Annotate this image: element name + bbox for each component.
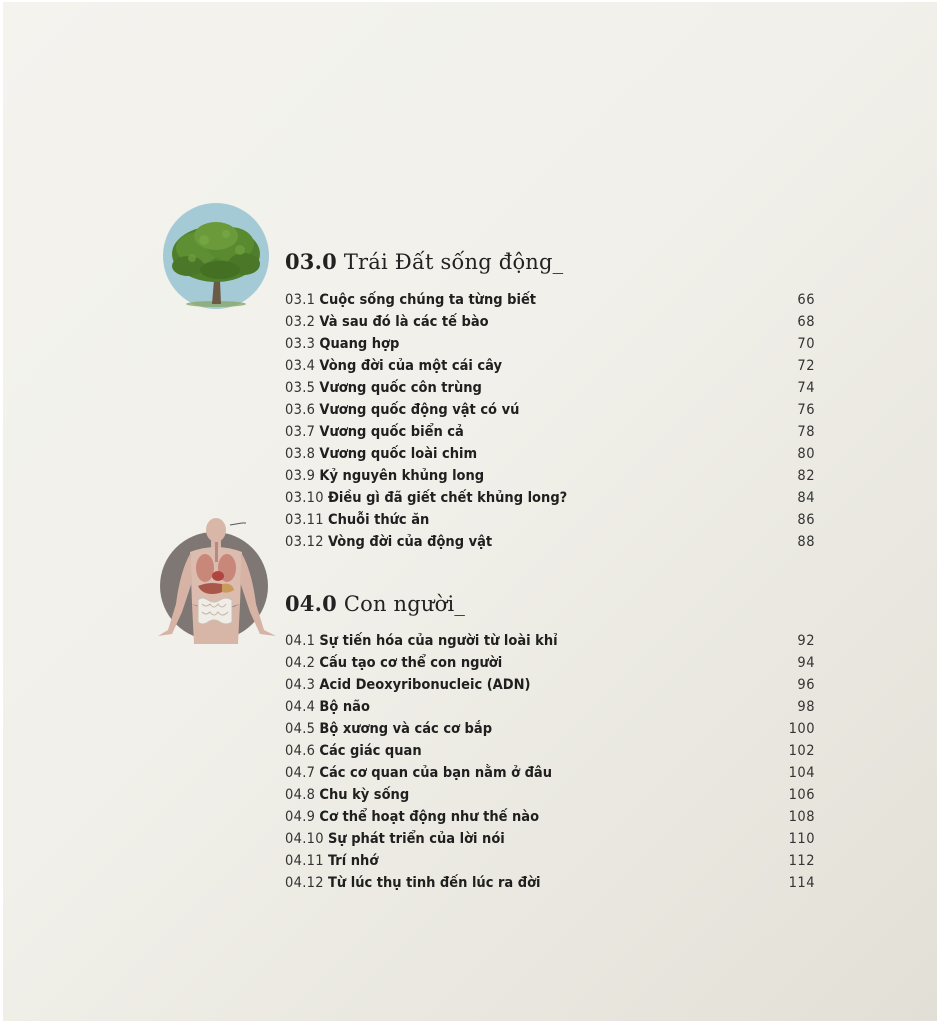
toc-entry-label: Acid Deoxyribonucleic (ADN)	[319, 677, 531, 693]
section-title-text: Con người_	[343, 592, 466, 616]
toc-entry-page: 70	[797, 336, 815, 352]
toc-row[interactable]	[285, 784, 815, 806]
toc-row[interactable]	[285, 762, 815, 784]
toc-entry-page: 84	[797, 490, 815, 506]
toc-entry-page: 86	[797, 512, 815, 528]
toc-entry-label: Cấu tạo cơ thể con người	[319, 655, 503, 671]
toc-entry-number: 04.5	[285, 721, 316, 737]
toc-entry-label: Các giác quan	[319, 743, 422, 759]
toc-entry-label: Bộ xương và các cơ bắp	[319, 721, 493, 737]
toc-row[interactable]	[285, 531, 815, 553]
toc-entry-page: 108	[788, 809, 815, 825]
toc-entry-label: Vương quốc biển cả	[319, 424, 464, 440]
toc-row[interactable]	[285, 828, 815, 850]
toc-row[interactable]	[285, 399, 815, 421]
toc-entry-page: 80	[797, 446, 815, 462]
tree-icon	[160, 200, 272, 316]
toc-entry-page: 96	[797, 677, 815, 693]
toc-row[interactable]	[285, 674, 815, 696]
toc-entry-number: 04.3	[285, 677, 316, 693]
toc-entry-label: Kỷ nguyên khủng long	[319, 468, 485, 484]
toc-entry-page: 88	[797, 534, 815, 550]
toc-list-04	[285, 630, 815, 894]
toc-row[interactable]	[285, 806, 815, 828]
toc-row[interactable]	[285, 696, 815, 718]
toc-entry-number: 04.6	[285, 743, 316, 759]
toc-entry-page: 104	[788, 765, 815, 781]
toc-entry-label: Và sau đó là các tế bào	[319, 314, 489, 330]
toc-row[interactable]	[285, 377, 815, 399]
toc-entry-label: Vương quốc động vật có vú	[319, 402, 520, 418]
toc-entry-label: Vương quốc loài chim	[319, 446, 478, 462]
toc-entry-number: 04.4	[285, 699, 316, 715]
toc-entry-label: Chuỗi thức ăn	[328, 512, 430, 528]
toc-row[interactable]	[285, 289, 815, 311]
toc-entry-number: 04.11	[285, 853, 324, 869]
toc-row[interactable]	[285, 421, 815, 443]
toc-entry-label: Chu kỳ sống	[319, 787, 410, 803]
toc-entry-page: 102	[788, 743, 815, 759]
toc-entry-page: 76	[797, 402, 815, 418]
toc-entry-page: 74	[797, 380, 815, 396]
toc-entry-number: 03.6	[285, 402, 316, 418]
toc-entry-number: 04.8	[285, 787, 316, 803]
toc-entry-number: 04.7	[285, 765, 316, 781]
toc-row[interactable]	[285, 740, 815, 762]
toc-entry-number: 03.12	[285, 534, 324, 550]
toc-entry-number: 03.8	[285, 446, 316, 462]
page-top-edge	[0, 0, 937, 2]
toc-entry-number: 03.9	[285, 468, 316, 484]
toc-entry-label: Vòng đời của một cái cây	[319, 358, 502, 374]
toc-entry-page: 94	[797, 655, 815, 671]
human-anatomy-icon	[152, 512, 280, 650]
toc-entry-page: 78	[797, 424, 815, 440]
toc-entry-number: 03.7	[285, 424, 316, 440]
section-title-text: Trái Đất sống động_	[343, 250, 564, 274]
toc-row[interactable]	[285, 872, 815, 894]
section-title-04	[285, 591, 465, 616]
toc-list-03	[285, 289, 815, 553]
toc-entry-label: Cuộc sống chúng ta từng biết	[319, 292, 537, 308]
toc-row[interactable]	[285, 487, 815, 509]
toc-row[interactable]	[285, 333, 815, 355]
toc-entry-number: 04.10	[285, 831, 324, 847]
toc-entry-number: 03.1	[285, 292, 316, 308]
toc-row[interactable]	[285, 630, 815, 652]
toc-entry-page: 72	[797, 358, 815, 374]
toc-entry-label: Sự tiến hóa của người từ loài khỉ	[319, 633, 558, 649]
toc-row[interactable]	[285, 850, 815, 872]
toc-entry-page: 100	[788, 721, 815, 737]
toc-entry-page: 114	[788, 875, 815, 891]
toc-entry-number: 03.3	[285, 336, 316, 352]
toc-entry-number: 04.1	[285, 633, 316, 649]
toc-row[interactable]	[285, 509, 815, 531]
toc-entry-page: 112	[788, 853, 815, 869]
toc-entry-label: Cơ thể hoạt động như thế nào	[319, 809, 540, 825]
toc-entry-page: 98	[797, 699, 815, 715]
toc-entry-label: Vòng đời của động vật	[328, 534, 493, 550]
toc-row[interactable]	[285, 465, 815, 487]
toc-entry-number: 03.5	[285, 380, 316, 396]
toc-entry-page: 66	[797, 292, 815, 308]
toc-entry-label: Sự phát triển của lời nói	[328, 831, 505, 847]
toc-entry-label: Quang hợp	[319, 336, 400, 352]
toc-row[interactable]	[285, 355, 815, 377]
toc-entry-page: 82	[797, 468, 815, 484]
toc-row[interactable]	[285, 652, 815, 674]
toc-entry-number: 04.2	[285, 655, 316, 671]
toc-entry-number: 03.11	[285, 512, 324, 528]
toc-row[interactable]	[285, 311, 815, 333]
toc-entry-number: 03.2	[285, 314, 316, 330]
toc-entry-label: Trí nhớ	[328, 853, 379, 869]
page-left-edge	[0, 0, 3, 1021]
section-title-03	[285, 249, 563, 274]
toc-entry-label: Các cơ quan của bạn nằm ở đâu	[319, 765, 553, 781]
toc-entry-page: 92	[797, 633, 815, 649]
toc-entry-page: 68	[797, 314, 815, 330]
toc-entry-label: Điều gì đã giết chết khủng long?	[328, 490, 568, 506]
toc-entry-number: 04.12	[285, 875, 324, 891]
toc-entry-number: 03.4	[285, 358, 316, 374]
toc-entry-label: Vương quốc côn trùng	[319, 380, 482, 396]
toc-entry-page: 106	[788, 787, 815, 803]
toc-entry-page: 110	[788, 831, 815, 847]
toc-entry-number: 04.9	[285, 809, 316, 825]
toc-entry-label: Từ lúc thụ tinh đến lúc ra đời	[328, 875, 541, 891]
section-number: 03.0	[285, 249, 337, 274]
toc-entry-label: Bộ não	[319, 699, 370, 715]
toc-row[interactable]	[285, 718, 815, 740]
toc-row[interactable]	[285, 443, 815, 465]
toc-entry-number: 03.10	[285, 490, 324, 506]
section-number: 04.0	[285, 591, 337, 616]
